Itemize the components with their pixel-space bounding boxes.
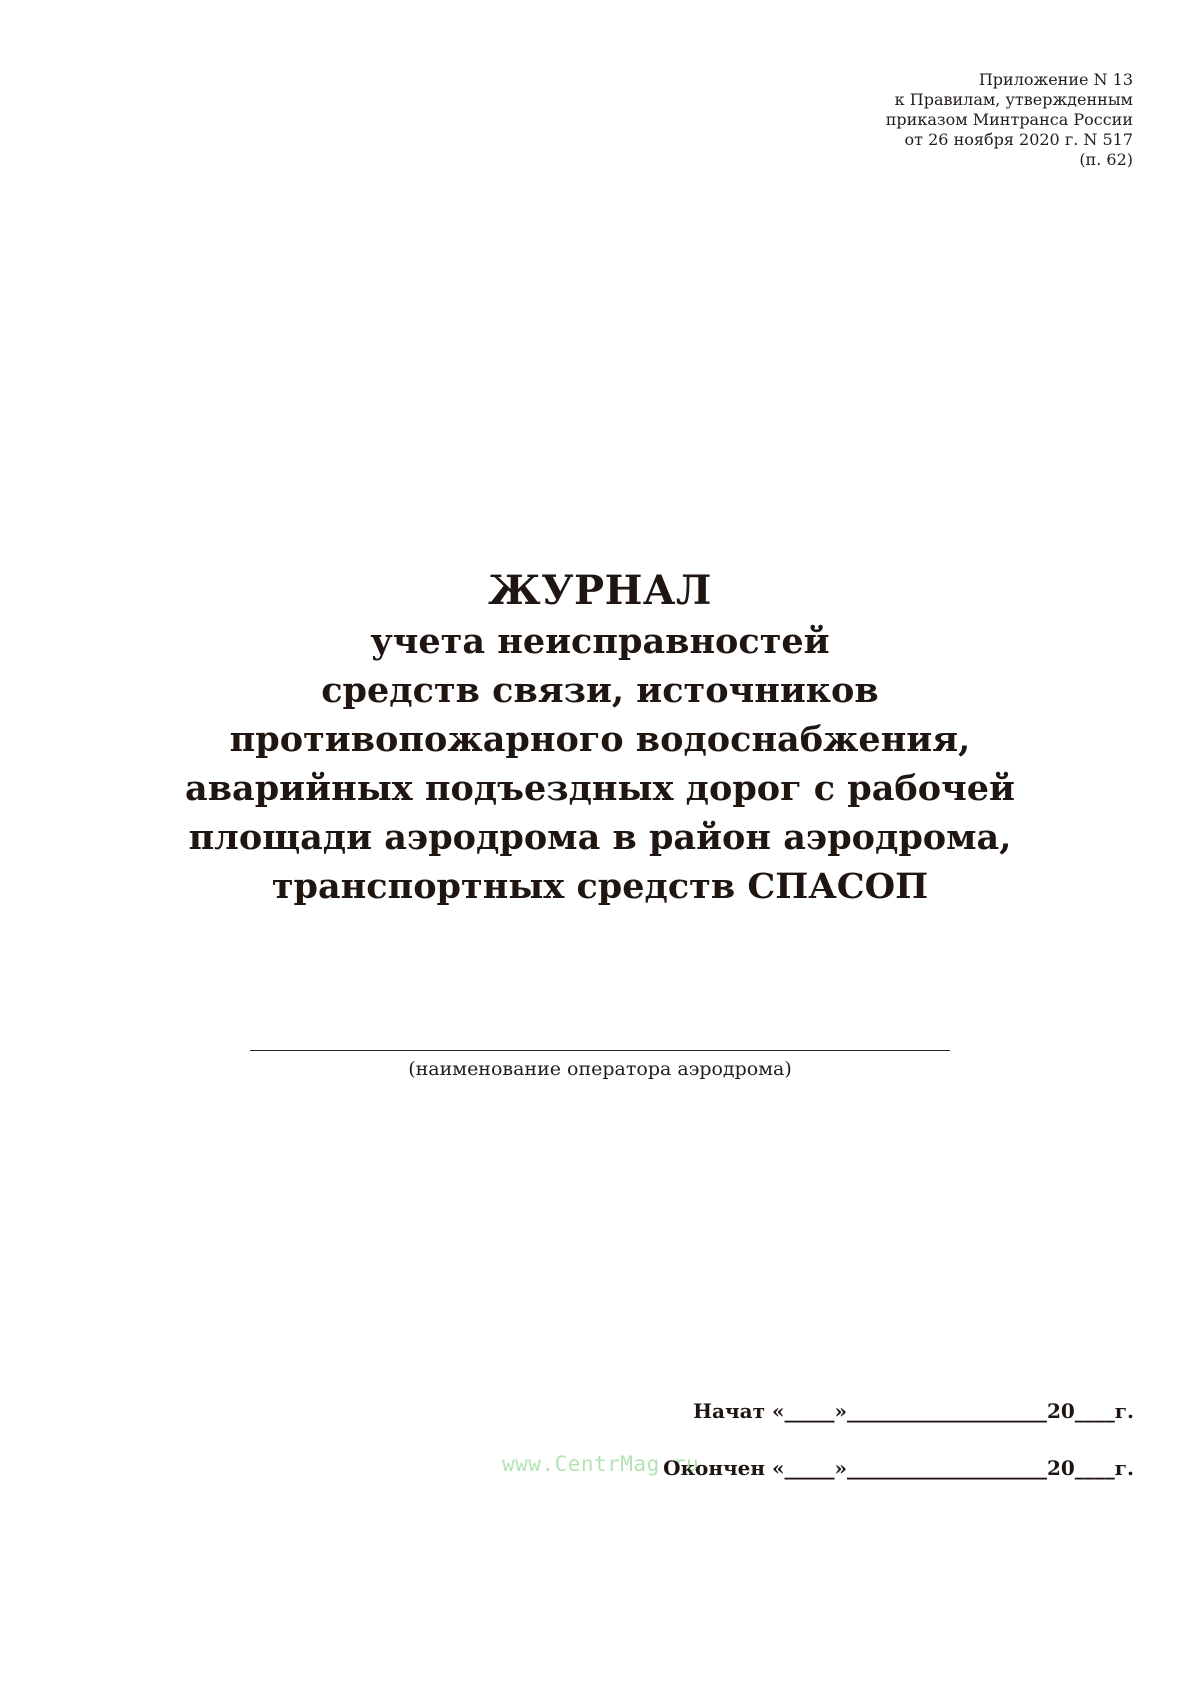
start-date-line: Начат «_____»____________________20____г. — [693, 1399, 1134, 1423]
document-title — [0, 565, 1200, 911]
operator-field — [0, 1050, 1200, 1081]
title-line: транспортных средств СПАСОП — [271, 866, 929, 907]
appendix-line: к Правилам, утвержденным — [894, 90, 1133, 109]
operator-caption: (наименование оператора аэродрома) — [408, 1058, 792, 1080]
watermark: www.CentrMag.ru — [502, 1452, 700, 1476]
title-line: площади аэродрома в район аэродрома, — [188, 817, 1012, 858]
appendix-line: Приложение N 13 — [978, 70, 1133, 89]
title-main: ЖУРНАЛ — [488, 567, 712, 614]
title-line: противопожарного водоснабжения, — [229, 719, 971, 760]
title-line: аварийных подъездных дорог с рабочей — [185, 768, 1015, 809]
appendix-line: приказом Минтранса России — [885, 110, 1133, 129]
operator-name-line — [250, 1050, 950, 1051]
appendix-line: (п. 62) — [1079, 150, 1133, 169]
title-line: учета неисправностей — [370, 621, 830, 662]
appendix-line: от 26 ноября 2020 г. N 517 — [904, 130, 1133, 149]
appendix-note — [886, 70, 1133, 170]
title-line: средств связи, источников — [321, 670, 879, 711]
end-date-line: Окончен «_____»____________________20____г. — [663, 1456, 1134, 1480]
